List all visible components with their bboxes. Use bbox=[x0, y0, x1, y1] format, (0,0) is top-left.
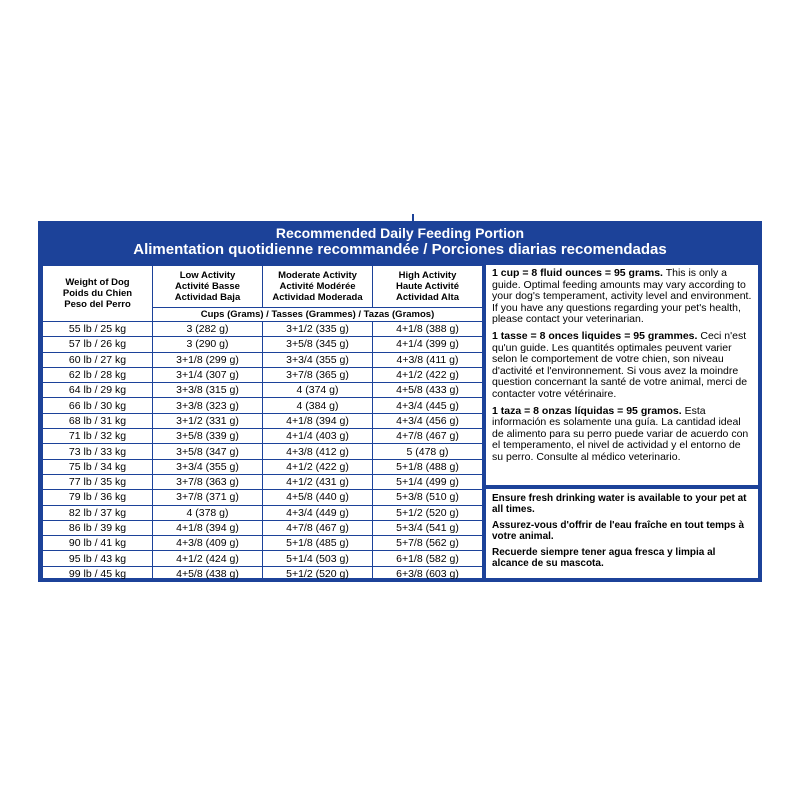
table-row bbox=[43, 383, 483, 398]
cell-weight: 55 lb / 25 kg bbox=[43, 322, 153, 337]
cell-weight: 82 lb / 37 kg bbox=[43, 505, 153, 520]
cell-weight: 62 lb / 28 kg bbox=[43, 367, 153, 382]
cell-high: 4+3/8 (411 g) bbox=[373, 352, 483, 367]
cell-moderate: 3+1/2 (335 g) bbox=[263, 322, 373, 337]
cell-low: 4+3/8 (409 g) bbox=[153, 536, 263, 551]
feeding-chart-panel bbox=[38, 221, 762, 582]
guide-note-english: 1 cup = 8 fluid ounces = 95 grams. This is only a guide. Optimal feeding amounts may vary according to your dog's temperament, activity level and environment. If you have any questions regarding your pet's health, please contact your veterinarian. bbox=[492, 267, 752, 326]
cell-high: 6+1/8 (582 g) bbox=[373, 551, 483, 566]
cell-weight: 64 lb / 29 kg bbox=[43, 383, 153, 398]
table-row bbox=[43, 536, 483, 551]
cell-low: 4+1/8 (394 g) bbox=[153, 520, 263, 535]
table-row bbox=[43, 551, 483, 566]
cell-low: 3+7/8 (371 g) bbox=[153, 490, 263, 505]
cell-moderate: 4+1/2 (431 g) bbox=[263, 474, 373, 489]
cell-weight: 66 lb / 30 kg bbox=[43, 398, 153, 413]
header-moderate-activity: Moderate Activity Activité Modérée Actividad Moderada bbox=[263, 266, 373, 308]
table-row bbox=[43, 367, 483, 382]
feeding-table-container bbox=[42, 265, 482, 578]
cell-weight: 95 lb / 43 kg bbox=[43, 551, 153, 566]
feeding-table bbox=[42, 265, 483, 582]
cell-moderate: 4 (384 g) bbox=[263, 398, 373, 413]
cell-high: 5+7/8 (562 g) bbox=[373, 536, 483, 551]
cell-low: 3+5/8 (347 g) bbox=[153, 444, 263, 459]
cell-moderate: 4+3/4 (449 g) bbox=[263, 505, 373, 520]
header-high-activity: High Activity Haute Activité Actividad Alta bbox=[373, 266, 483, 308]
cell-weight: 77 lb / 35 kg bbox=[43, 474, 153, 489]
cell-high: 4+1/8 (388 g) bbox=[373, 322, 483, 337]
cell-moderate: 4+1/8 (394 g) bbox=[263, 413, 373, 428]
header-low-activity: Low Activity Activité Basse Actividad Baja bbox=[153, 266, 263, 308]
guide-note-french: 1 tasse = 8 onces liquides = 95 grammes. Ceci n'est qu'un guide. Les quantités optimales peuvent varier selon le comportement de votre chien, son niveau d'activité et l'environnement. Si vous avez la moindre question concernant la santé de votre animal, merci de contacter votre vétérinaire. bbox=[492, 329, 748, 400]
cell-moderate: 4+1/2 (422 g) bbox=[263, 459, 373, 474]
cell-moderate: 4+1/4 (403 g) bbox=[263, 429, 373, 444]
info-column bbox=[486, 265, 758, 578]
cell-low: 3+5/8 (339 g) bbox=[153, 429, 263, 444]
cell-weight: 99 lb / 45 kg bbox=[43, 566, 153, 581]
cell-high: 4+3/4 (445 g) bbox=[373, 398, 483, 413]
cell-low: 3+7/8 (363 g) bbox=[153, 474, 263, 489]
water-note-spanish: Recuerde siempre tener agua fresca y limpia al alcance de su mascota. bbox=[492, 547, 716, 569]
table-row bbox=[43, 520, 483, 535]
header-weight-of-dog: Weight of Dog Poids du Chien Peso del Perro bbox=[43, 266, 153, 322]
table-row bbox=[43, 322, 483, 337]
water-note-english: Ensure fresh drinking water is available to your pet at all times. bbox=[492, 493, 747, 515]
guide-note-spanish: 1 taza = 8 onzas líquidas = 95 gramos. Esta información es solamente una guía. La cantidad ideal de alimento para su perro puede variar de acuerdo con el temperamento, el nivel de actividad y el entorno de su perro. Consulte al médico veterinario. bbox=[492, 404, 749, 463]
cell-high: 5+1/8 (488 g) bbox=[373, 459, 483, 474]
cell-high: 5+3/8 (510 g) bbox=[373, 490, 483, 505]
cell-low: 4+5/8 (438 g) bbox=[153, 566, 263, 581]
guide-note-box bbox=[486, 265, 758, 485]
cell-high: 5+1/2 (520 g) bbox=[373, 505, 483, 520]
table-row bbox=[43, 413, 483, 428]
cell-low: 3 (282 g) bbox=[153, 322, 263, 337]
cell-moderate: 5+1/4 (503 g) bbox=[263, 551, 373, 566]
cell-moderate: 3+7/8 (365 g) bbox=[263, 367, 373, 382]
cell-high: 5 (478 g) bbox=[373, 444, 483, 459]
water-note-french: Assurez-vous d'offrir de l'eau fraîche en tout temps à votre animal. bbox=[492, 520, 745, 542]
cell-high: 4+3/4 (456 g) bbox=[373, 413, 483, 428]
table-row bbox=[43, 444, 483, 459]
cell-moderate: 5+1/2 (520 g) bbox=[263, 566, 373, 581]
table-row bbox=[43, 490, 483, 505]
cell-low: 3+1/8 (299 g) bbox=[153, 352, 263, 367]
cell-moderate: 5+1/8 (485 g) bbox=[263, 536, 373, 551]
units-header: Cups (Grams) / Tasses (Grammes) / Tazas (Gramos) bbox=[153, 308, 483, 322]
cell-low: 3+1/4 (307 g) bbox=[153, 367, 263, 382]
table-row bbox=[43, 429, 483, 444]
cell-high: 6+3/8 (603 g) bbox=[373, 566, 483, 581]
cell-weight: 75 lb / 34 kg bbox=[43, 459, 153, 474]
title-french-spanish: Alimentation quotidienne recommandée / Porciones diarias recomendadas bbox=[133, 241, 667, 258]
cell-weight: 71 lb / 32 kg bbox=[43, 429, 153, 444]
cell-low: 4+1/2 (424 g) bbox=[153, 551, 263, 566]
cell-moderate: 4+5/8 (440 g) bbox=[263, 490, 373, 505]
table-body bbox=[43, 322, 483, 582]
cell-high: 5+1/4 (499 g) bbox=[373, 474, 483, 489]
title-english: Recommended Daily Feeding Portion bbox=[275, 225, 525, 241]
table-row bbox=[43, 352, 483, 367]
cell-low: 3 (290 g) bbox=[153, 337, 263, 352]
cell-low: 3+3/4 (355 g) bbox=[153, 459, 263, 474]
cell-weight: 68 lb / 31 kg bbox=[43, 413, 153, 428]
cell-weight: 60 lb / 27 kg bbox=[43, 352, 153, 367]
cell-low: 3+1/2 (331 g) bbox=[153, 413, 263, 428]
cell-high: 4+7/8 (467 g) bbox=[373, 429, 483, 444]
cell-high: 5+3/4 (541 g) bbox=[373, 520, 483, 535]
cell-low: 3+3/8 (315 g) bbox=[153, 383, 263, 398]
table-row bbox=[43, 398, 483, 413]
panel-header bbox=[38, 221, 762, 265]
table-row bbox=[43, 566, 483, 581]
cell-moderate: 4+7/8 (467 g) bbox=[263, 520, 373, 535]
table-row bbox=[43, 459, 483, 474]
cell-moderate: 3+3/4 (355 g) bbox=[263, 352, 373, 367]
cell-moderate: 4+3/8 (412 g) bbox=[263, 444, 373, 459]
cell-weight: 86 lb / 39 kg bbox=[43, 520, 153, 535]
cell-low: 3+3/8 (323 g) bbox=[153, 398, 263, 413]
cell-moderate: 4 (374 g) bbox=[263, 383, 373, 398]
cell-weight: 57 lb / 26 kg bbox=[43, 337, 153, 352]
cell-low: 4 (378 g) bbox=[153, 505, 263, 520]
cell-high: 4+1/4 (399 g) bbox=[373, 337, 483, 352]
table-row bbox=[43, 474, 483, 489]
table-row bbox=[43, 505, 483, 520]
water-note-box bbox=[486, 489, 758, 578]
cell-high: 4+1/2 (422 g) bbox=[373, 367, 483, 382]
cell-high: 4+5/8 (433 g) bbox=[373, 383, 483, 398]
table-row bbox=[43, 337, 483, 352]
cell-weight: 73 lb / 33 kg bbox=[43, 444, 153, 459]
cell-weight: 90 lb / 41 kg bbox=[43, 536, 153, 551]
cell-moderate: 3+5/8 (345 g) bbox=[263, 337, 373, 352]
cell-weight: 79 lb / 36 kg bbox=[43, 490, 153, 505]
